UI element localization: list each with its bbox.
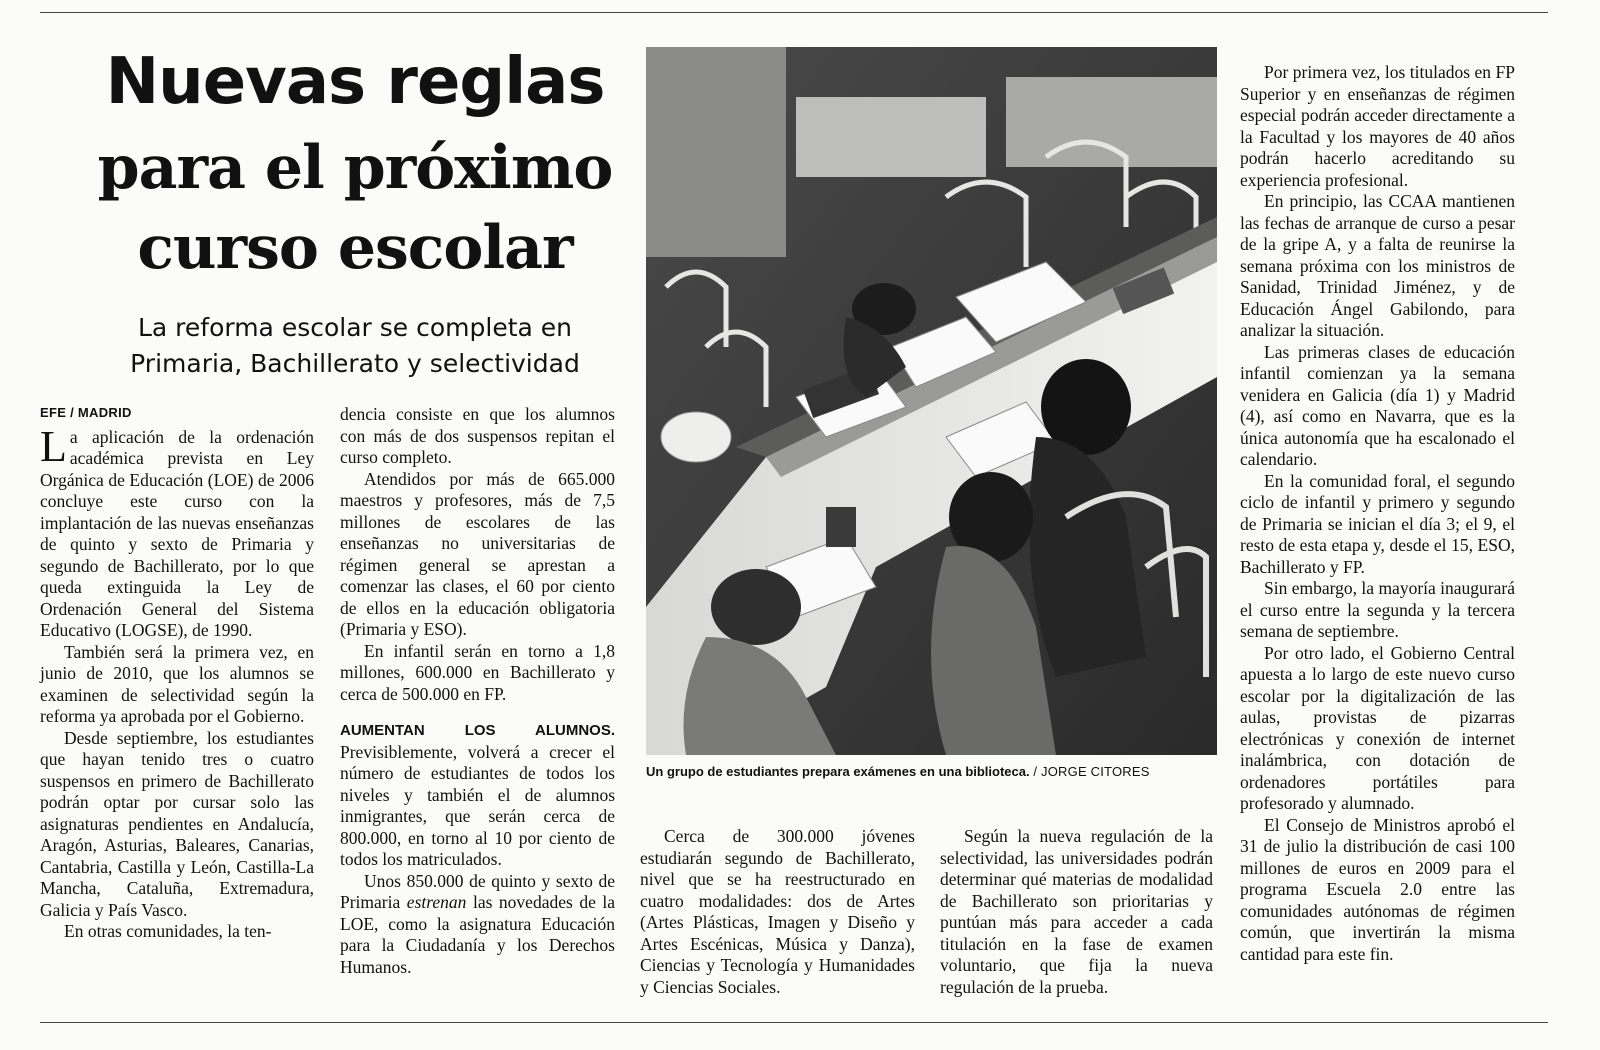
lead-text: a aplicación de la ordenación académica prevista en Ley Orgánica de Educación (LOE) de 2006 concluye este curso con la implantación de las nuevas enseñanzas de quinto y sexto de Primaria y segundo de Bachillerato, por lo que queda extinguida la Ley de Ordenación General del Sistema Educativo (LOGSE), de 1990. bbox=[40, 426, 314, 640]
paragraph: El Consejo de Ministros aprobó el 31 de julio la distribución de casi 100 millones de euros en 2009 para el programa Escuela 2.0 entre las comunidades autónomas de régimen común, que invertirán la misma cantidad para este fin. bbox=[1240, 814, 1515, 964]
paragraph: dencia consiste en que los alumnos con más de dos suspensos repitan el curso completo. bbox=[340, 404, 615, 467]
paragraph: Por primera vez, los titulados en FP Superior y en enseñanzas de régimen especial podrán acceder directamente a la Facultad y los mayores de 40 años podrán hacerlo acreditando su experiencia profesional. bbox=[1240, 62, 1515, 190]
headline-line-3: curso escolar bbox=[137, 213, 573, 283]
caption-text: Un grupo de estudiantes prepara exámenes en una biblioteca. bbox=[646, 764, 1030, 779]
headline-line-2: para el próximo bbox=[97, 133, 613, 203]
photo-credit: / JORGE CITORES bbox=[1029, 764, 1150, 779]
paragraph-with-kicker bbox=[340, 719, 615, 871]
article-column-4 bbox=[940, 826, 1213, 998]
paragraph: Desde septiembre, los estudiantes que hayan tenido tres o cuatro suspensos en primero de Bachillerato podrán optar por cursar solo las asignaturas pendientes en Andalucía, Aragón, Asturias, Baleares, Canarias, Cantabria, Castilla y León, Castilla-La Mancha, Cataluña, Extremadura, Galicia y País Vasco. bbox=[40, 727, 314, 920]
library-photo bbox=[646, 47, 1217, 755]
headline-line-1: Nuevas reglas bbox=[105, 45, 605, 119]
text-run: las novedades de la LOE, como la asignatura Educación para la Ciudadanía y los Derechos Humanos. bbox=[340, 892, 615, 977]
text-run: Unos 850.000 de quinto y sexto de Primaria bbox=[340, 870, 615, 912]
article-column-1 bbox=[40, 402, 314, 943]
article-column-5 bbox=[1240, 62, 1515, 965]
subhead-line-2: Primaria, Bachillerato y selectividad bbox=[130, 349, 580, 378]
paragraph: Sin embargo, la mayoría inaugurará el curso entre la segunda y la tercera semana de septiembre. bbox=[1240, 578, 1515, 641]
byline: EFE / MADRID bbox=[40, 405, 132, 420]
paragraph: En otras comunidades, la ten- bbox=[64, 921, 272, 941]
lead-paragraph bbox=[40, 421, 314, 642]
top-rule bbox=[40, 12, 1548, 13]
paragraph-text: Previsiblemente, volverá a crecer el número de estudiantes de todos los niveles y también el de alumnos inmigrantes, que serán cerca de 800.000, en torno al 10 por ciento de todos los matriculados. bbox=[340, 741, 615, 869]
paragraph: En infantil serán en torno a 1,8 millones, 600.000 en Bachillerato y cerca de 500.000 en FP. bbox=[340, 640, 615, 704]
paragraph: Cerca de 300.000 jóvenes estudiarán segundo de Bachillerato, nivel que se ha reestructurado en cuatro modalidades: dos de Artes (Artes Plásticas, Imagen y Diseño y Artes Escénicas, Música y Danza), Ciencias y Tecnología y Humanidades y Ciencias Sociales. bbox=[640, 826, 915, 997]
paragraph: Según la nueva regulación de la selectividad, las universidades podrán determinar qué materias de modalidad de Bachillerato son prioritarias y puntúan más para acceder a cada titulación en la fase de examen voluntario, que fija la nueva regulación de la prueba. bbox=[940, 826, 1213, 997]
photo-caption bbox=[646, 764, 1226, 779]
paragraph: Atendidos por más de 665.000 maestros y profesores, más de 7,5 millones de escolares de las enseñanzas no universitarias de régimen general se aprestan a comenzar las clases, el 60 por ciento de ellos en la educación obligatoria (Primaria y ESO). bbox=[340, 468, 615, 639]
drop-cap: L bbox=[40, 421, 67, 471]
paragraph: Las primeras clases de educación infantil comienzan ya la semana venidera en Galicia (día 1) y Madrid (4), así como en Navarra, que es la única autonomía que ha escalonado el calendario. bbox=[1240, 341, 1515, 469]
article-column-3 bbox=[640, 826, 915, 998]
paragraph: En la comunidad foral, el segundo ciclo de infantil y primero y segundo de Primaria se inician el día 3; el 9, el resto de esta etapa y, desde el 15, ESO, Bachillerato y FP. bbox=[1240, 470, 1515, 577]
paragraph: También será la primera vez, en junio de 2010, que los alumnos se examinen de selectividad según la reforma ya aprobada por el Gobierno. bbox=[40, 641, 314, 726]
article-column-2 bbox=[340, 404, 615, 978]
emphasis: estrenan bbox=[406, 892, 467, 912]
photo-illustration bbox=[646, 47, 1217, 755]
subheadline bbox=[60, 310, 650, 382]
section-kicker: AUMENTAN LOS ALUMNOS. bbox=[340, 722, 615, 739]
bottom-rule bbox=[40, 1022, 1548, 1023]
paragraph: Por otro lado, el Gobierno Central apuesta a lo largo de este nuevo curso escolar por la digitalización de las aulas, provistas de pizarras electrónicas y conexión de internet inalámbrica, con dotación de ordenadores portátiles para profesorado y alumnado. bbox=[1240, 642, 1515, 813]
paragraph bbox=[340, 871, 615, 979]
paragraph: En principio, las CCAA mantienen las fechas de arranque de curso a pesar de la gripe A, y a falta de reunirse la semana próxima con los ministros de Sanidad, Trinidad Jiménez, y de Educación Ángel Gabilondo, para analizar la situación. bbox=[1240, 191, 1515, 340]
subhead-line-1: La reforma escolar se completa en bbox=[137, 313, 573, 342]
